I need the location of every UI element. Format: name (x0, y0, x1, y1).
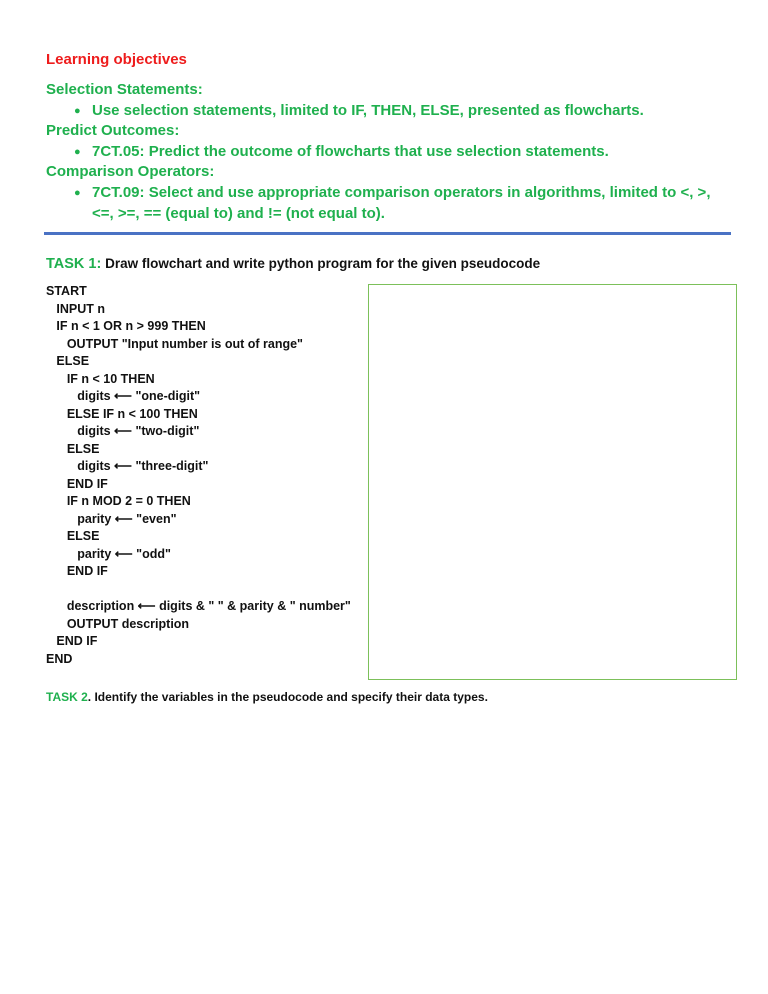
bullet-icon: ● (74, 186, 81, 199)
pseudocode-line: END (46, 651, 73, 666)
answer-box[interactable] (368, 284, 737, 680)
pseudocode-line: IF n < 1 OR n > 999 THEN (46, 319, 206, 333)
task1-text: Draw flowchart and write python program for the given pseudocode (101, 256, 541, 271)
task2-label: TASK 2 (46, 690, 88, 704)
section-divider (44, 232, 731, 235)
pseudocode-line: digits ⟵ "one-digit" (46, 389, 201, 403)
objective-heading: Comparison Operators: (46, 163, 215, 181)
pseudocode-block (46, 283, 351, 668)
bullet-icon: ● (74, 104, 81, 117)
bullet-icon: ● (74, 145, 81, 158)
pseudocode-line: START (46, 284, 87, 298)
pseudocode-line: parity ⟵ "odd" (46, 546, 171, 561)
pseudocode-line: description ⟵ digits & " " & parity & " number" (46, 599, 351, 613)
pseudocode-line: ELSE (46, 354, 90, 368)
pseudocode-line: IF n < 10 THEN (46, 371, 155, 386)
task2-heading (46, 690, 488, 704)
objective-bullet: ● Use selection statements, limited to IF, THEN, ELSE, presented as flowcharts. (46, 101, 711, 122)
pseudocode-line: END IF (46, 476, 108, 491)
objective-bullet: ● 7CT.05: Predict the outcome of flowcharts that use selection statements. (46, 142, 711, 163)
learning-objectives-title: Learning objectives (46, 51, 187, 68)
pseudocode-line: parity ⟵ "even" (46, 511, 177, 526)
pseudocode-line: IF n MOD 2 = 0 THEN (46, 494, 191, 508)
pseudocode-line: INPUT n (46, 301, 106, 316)
pseudocode-line: digits ⟵ "two-digit" (46, 424, 200, 438)
pseudocode-line: ELSE (46, 529, 100, 543)
objective-heading: Selection Statements: (46, 81, 203, 98)
task2-text: . Identify the variables in the pseudocode and specify their data types. (87, 690, 488, 704)
objective-heading: Predict Outcomes: (46, 122, 180, 140)
pseudocode-line: digits ⟵ "three-digit" (46, 459, 209, 473)
pseudocode-line: OUTPUT description (46, 616, 190, 631)
task1-heading (46, 256, 540, 272)
task1-label: TASK 1: (46, 256, 102, 272)
pseudocode-line: ELSE (46, 441, 100, 456)
pseudocode-line (46, 581, 351, 599)
pseudocode-line: END IF (46, 634, 98, 648)
objective-bullet: ● 7CT.09: Select and use appropriate comparison operators in algorithms, limited to <, >, (46, 183, 711, 204)
pseudocode-line: OUTPUT "Input number is out of range" (46, 336, 303, 351)
pseudocode-line: END IF (46, 564, 108, 578)
objectives-list (46, 80, 711, 224)
objective-bullet-continued: <=, >=, == (equal to) and != (not equal to). (92, 204, 385, 222)
pseudocode-line: ELSE IF n < 100 THEN (46, 406, 198, 421)
